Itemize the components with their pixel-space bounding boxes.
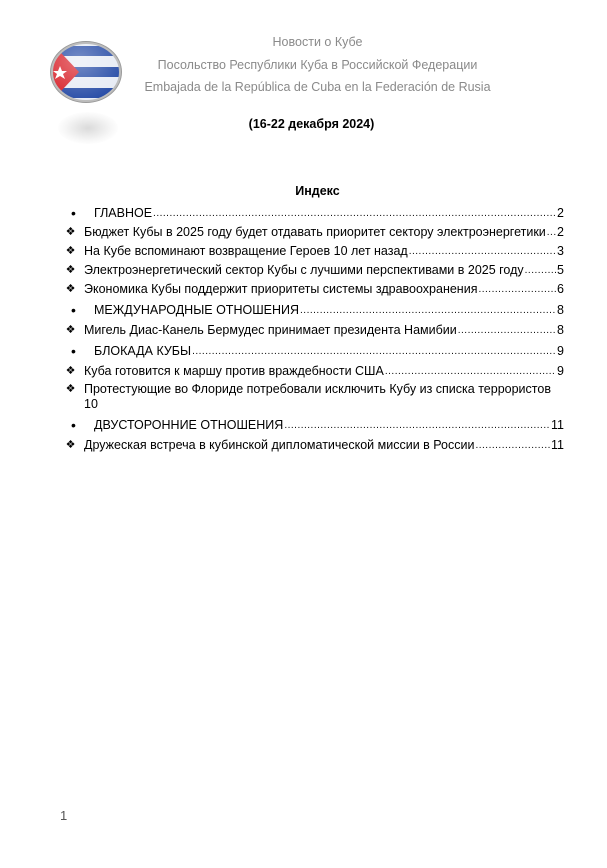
diamond-bullet-icon: ❖ bbox=[65, 226, 76, 238]
toc-entry[interactable]: ❖ Бюджет Кубы в 2025 году будет отдавать приоритет сектору электроэнергетики ..... 2 bbox=[57, 225, 564, 240]
bullet-dot-icon: • bbox=[71, 417, 76, 433]
bullet-dot-icon: • bbox=[71, 302, 76, 318]
dot-leader bbox=[192, 344, 556, 359]
dot-leader bbox=[385, 364, 556, 379]
dot-leader bbox=[478, 282, 556, 297]
dot-leader bbox=[475, 438, 550, 453]
toc-entry[interactable]: ❖ Экономика Кубы поддержит приоритеты системы здравоохранения ..... 6 bbox=[57, 282, 564, 297]
bullet-dot-icon: • bbox=[71, 343, 76, 359]
diamond-bullet-icon: ❖ bbox=[65, 283, 76, 295]
toc-entry[interactable]: ❖ На Кубе вспоминают возвращение Героев 10 лет назад ..... 3 bbox=[57, 244, 564, 259]
dot-leader bbox=[300, 303, 556, 318]
page-number: 1 bbox=[60, 808, 68, 823]
dot-leader bbox=[547, 225, 556, 240]
bullet-dot-icon: • bbox=[71, 205, 76, 221]
toc-entry[interactable]: ❖ Мигель Диас-Канель Бермудес принимает президента Намибии ..... 8 bbox=[57, 323, 564, 338]
header-embassy-es: Embajada de la República de Cuba en la Federación de Rusia bbox=[144, 80, 491, 94]
diamond-bullet-icon: ❖ bbox=[65, 439, 76, 451]
toc-entry[interactable]: • МЕЖДУНАРОДНЫЕ ОТНОШЕНИЯ ..... 8 bbox=[57, 303, 564, 318]
toc-entry[interactable]: • ДВУСТОРОННИЕ ОТНОШЕНИЯ ..... 11 bbox=[57, 418, 564, 433]
toc-entry[interactable]: ❖ Протестующие во Флориде потребовали исключить Кубу из списка террористов 10 bbox=[57, 382, 564, 412]
toc-entry[interactable]: • ГЛАВНОЕ ..... 2 bbox=[57, 206, 564, 221]
diamond-bullet-icon: ❖ bbox=[65, 245, 76, 257]
diamond-bullet-icon: ❖ bbox=[65, 324, 76, 336]
dot-leader bbox=[458, 323, 556, 338]
issue-dates: (16-22 декабря 2024) bbox=[248, 117, 375, 131]
header-title: Новости о Кубе bbox=[272, 35, 363, 49]
toc-entry[interactable]: • БЛОКАДА КУБЫ ..... 9 bbox=[57, 344, 564, 359]
dot-leader bbox=[284, 418, 550, 433]
dot-leader bbox=[153, 206, 556, 221]
toc-entry[interactable]: ❖ Куба готовится к маршу против враждебности США ..... 9 bbox=[57, 364, 564, 379]
diamond-bullet-icon: ❖ bbox=[65, 365, 76, 377]
toc-entry[interactable]: ❖ Дружеская встреча в кубинской дипломатической миссии в России ..... 11 bbox=[57, 438, 564, 453]
dot-leader bbox=[525, 263, 556, 278]
header-embassy-ru: Посольство Республики Куба в Российской Федерации bbox=[157, 58, 478, 72]
diamond-bullet-icon: ❖ bbox=[65, 264, 76, 276]
diamond-bullet-icon: ❖ bbox=[65, 383, 76, 395]
dot-leader bbox=[409, 244, 556, 259]
toc-title: Индекс bbox=[295, 184, 340, 198]
table-of-contents bbox=[57, 206, 564, 453]
toc-entry[interactable]: ❖ Электроэнергетический сектор Кубы с лучшими перспективами в 2025 году ..... 5 bbox=[57, 263, 564, 278]
